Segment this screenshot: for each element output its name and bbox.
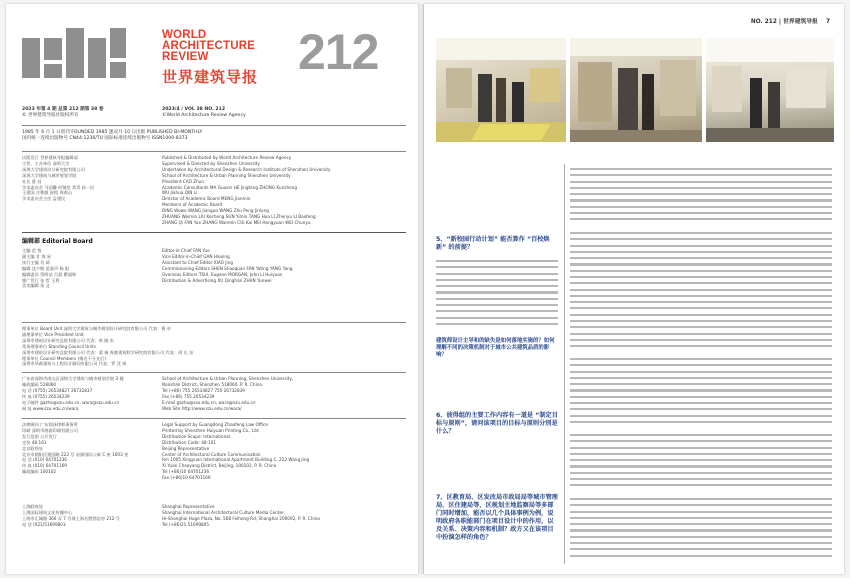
unit-line: 深圳市建筑设计研究总院有限公司 代表：黄 晓 东 xyxy=(22,337,114,343)
issue-en: 2023/4 / VOL 38 NO. 212 xyxy=(162,107,226,112)
pub-en-line: Director of Academic Board MENG Jianmin xyxy=(162,196,251,202)
pub-en-line: President CAO Zhun xyxy=(162,178,205,184)
issue-cn: 2023 年第 4 期 总第 212 期第 38 卷 xyxy=(22,107,104,112)
copyright-cn: © 世界建筑导报社版权所有 xyxy=(22,113,79,119)
editor-cn-line: 编辑 沈少敏 范嘉声 杨 阳 xyxy=(22,265,70,271)
legal-en-block xyxy=(162,422,309,481)
shanghai-en-block xyxy=(162,504,320,528)
contact-cn-line: 电 话 (0755) 26534827 26732837 xyxy=(22,387,93,393)
contact-en-line: Nanshan District, Shenzhen 518060, P. R. China xyxy=(162,381,262,387)
pub-en-line: Academic Consultants MA Guoxin HE Jingtang ZHONG Kunzheng xyxy=(162,184,297,190)
legal-en-line: Center of Architectural Culture Communication xyxy=(162,451,261,457)
publisher-cn-block xyxy=(22,155,94,202)
unit-line: 副理事单位 Vice President Unit xyxy=(22,331,84,337)
contact-en-line: E-mail gazha@szu.edu.cn, wara@szu.edu.cn xyxy=(162,399,256,405)
legal-cn-line: 印刷 深圳市海源印刷有限公司 xyxy=(22,427,78,433)
photo-exhibition-hall xyxy=(436,38,566,142)
divider xyxy=(22,418,406,419)
shanghai-cn-line: 上海联络处 xyxy=(22,504,43,509)
right-page-interview xyxy=(424,4,844,574)
title-line-review: REVIEW xyxy=(162,51,209,63)
contact-en-line: Web Site http://www.szu.edu.cn/wara/ xyxy=(162,405,242,411)
divider xyxy=(22,151,406,152)
issn-line: 国内统一连续出版物号 CN44-1236/TU 国际标准连续出版物号 ISSN1000-8373 xyxy=(22,136,188,142)
right-column-text-5 xyxy=(570,498,832,564)
pub-en-line: DING Wowo WANG Jianguo WANG Zhu Peng Jinlong xyxy=(162,208,269,214)
photo-gallery-space xyxy=(706,38,834,142)
divider xyxy=(22,125,406,126)
editor-en-line: Overseas Editors TSUI, Eugene MORGAN, John LI Huiyuan xyxy=(162,271,283,277)
shanghai-cn-line: 上海市汇城路 366 弄 7 号海上海名墅酒店房 212 号 xyxy=(22,515,120,521)
legal-en-line: Fax (+86)10 64701169 xyxy=(162,475,211,481)
legal-cn-line: 北京市朝阳区建国路 222 号 星源国际公寓 C 座 1003 室 xyxy=(22,451,129,457)
folio-issue: NO. 212 xyxy=(750,19,777,25)
contact-en-line: School of Architecture & Urban Planning, Shenzhen University, xyxy=(162,376,294,381)
question-5b: 建筑师设计主导和的缺失是如何落地实施的？如何理解不同的决策机制对于城市公共建筑品质的影响？ xyxy=(436,338,555,358)
shanghai-cn-block xyxy=(22,504,120,528)
contact-cn-line: 广东省深圳市南山区深圳大学建筑与城市规划学院 3 楼 xyxy=(22,376,124,381)
legal-en-line: Printed by Shenzhen Haiyuan Printing Co., Ltd xyxy=(162,427,259,433)
divider xyxy=(22,322,406,323)
shanghai-en-line: Shanghai Representative xyxy=(162,504,215,509)
editor-en-line: Assistant to Chief Editor XIAO Jing xyxy=(162,259,234,265)
unit-line: 常务理事单位 Standing Council Units xyxy=(22,343,96,349)
unit-line: 理事单位 Board Unit 深圳大学建筑与城市规划设计研究院有限公司 代表：曹 卓 xyxy=(22,326,171,331)
editor-en-line: Commissioning Editors SHEN Shaoquan FAN Yating YANG Yang xyxy=(162,265,293,271)
editor-cn-line: 副主编 甘 海 星 xyxy=(22,253,52,259)
pub-cn-line: 深圳大学建筑设计研究院有限公司 xyxy=(22,166,85,172)
magazine-title-en xyxy=(162,30,255,63)
right-column-text-2 xyxy=(570,232,832,352)
editorial-cn-block xyxy=(22,248,76,289)
divider xyxy=(22,372,406,373)
pub-en-line: Members of Academic Board xyxy=(162,202,223,208)
legal-cn-line: 发行范围 公开发行 xyxy=(22,433,57,439)
legal-cn-line: 定价 48-161 xyxy=(22,439,47,445)
contact-cn-line: 传 真 (0755) 26534239 xyxy=(22,393,70,399)
shanghai-en-line: Shanghai International Architectural Culture Media Center xyxy=(162,509,284,515)
wa-logo-icon xyxy=(22,28,126,78)
legal-cn-line: 电 话 (010) 64701236 xyxy=(22,457,67,463)
editor-cn-line: 执行主编 肖 靖 xyxy=(22,259,50,265)
magazine-title-cn: 世界建筑导报 xyxy=(162,68,259,86)
right-column-text-4 xyxy=(570,434,832,494)
shanghai-en-line: Tel (+86)21 51699805 xyxy=(162,521,209,527)
legal-en-line: Rm 1005 Xingyuan International Apartment Building C, 222 Wang Jing xyxy=(162,457,310,463)
contact-cn-line: 邮政编码 518060 xyxy=(22,381,57,387)
shanghai-cn-line: 上海国际建筑文化传播中心 xyxy=(22,509,73,515)
legal-cn-line: 传 真 (010) 64701169 xyxy=(22,463,67,469)
editor-en-line: Vice Editor-in-Chief GAN Haixing xyxy=(162,253,230,259)
publication-info xyxy=(22,130,202,143)
editor-cn-line: 推广发行 张 哲 王利 xyxy=(22,277,60,283)
legal-en-line: Distribution Code: 48-161 xyxy=(162,439,217,445)
contact-cn-block xyxy=(22,376,124,411)
pub-en-line: WU Jiahua QIN Li xyxy=(162,190,198,196)
question-5: 5、“新校园行动计划” 能否算作 “百校焕新” 的前提？ xyxy=(436,236,550,251)
contact-en-block xyxy=(162,376,293,411)
pub-cn-line: 主管、主办单位 深圳大学 xyxy=(22,160,70,166)
question-6: 6、彼得组的主要工作内容有一道是 “制定目标与原则”，请问该项目的目标与原则分别是什么？ xyxy=(436,412,558,435)
right-column-text-3 xyxy=(570,358,832,428)
unit-line: 理事单位 Council Members (排名不分先后) xyxy=(22,355,106,361)
legal-en-line: Distribution Scope: International xyxy=(162,433,230,439)
legal-en-line: Tel (+86)10 64701236 xyxy=(162,469,209,475)
pub-en-line: ZHUANG Weimin LIU Kecheng SUN Yimin TANG Hua LI Zhenyu LI Baofeng xyxy=(162,214,316,220)
issue-info-cn xyxy=(22,107,104,120)
question-7: 7、区教育局、区发改局市政局局等城市管理局、区住建局等，区规划主地监察局等多部门同时增加，能否以几个具体事例为例，说明政府各职能部门在项目设计中的作用，以及关系、决策内容和机制？政方又在该项目中扮演怎样的角色？ xyxy=(436,494,558,541)
pub-cn-line: 学术委员会主任 孟建民 xyxy=(22,196,66,202)
title-line-architecture: ARCHITECTURE xyxy=(162,40,256,52)
editor-cn-line: 编辑委员 蔡明洁 吕晨 瞿丽婷 xyxy=(22,271,77,277)
pub-cn-line: 出版发行 世界建筑导报编辑部 xyxy=(22,155,78,160)
divider xyxy=(22,232,406,233)
title-line-world: WORLD xyxy=(162,29,207,41)
pub-en-line: Supervised & Directed by Shenzhen University xyxy=(162,160,260,166)
answer-5-text xyxy=(436,260,558,334)
editorial-en-block xyxy=(162,248,293,283)
photo-visitors-corridor xyxy=(570,38,702,142)
folio-magazine: 世界建筑导报 xyxy=(783,19,818,25)
contact-en-line: Fax (+86) 755 26534239 xyxy=(162,393,215,399)
contact-cn-line: 电子邮件 gazha@szu.edu.cn, wara@szu.edu.cn xyxy=(22,399,120,405)
pub-en-line: ZHANG Qi FAN Yue ZHANG Wanmin CUI Kai MEI Hongyuan WEI Chunyu xyxy=(162,219,311,225)
editor-en-line: Editor-in-Chief FAN Yue xyxy=(162,248,210,253)
legal-en-line: Xi Yuan Chaoyang District, Beijing, 100102, P. R. China xyxy=(162,463,277,469)
editor-cn-line: 美术编辑 朱 文 xyxy=(22,283,50,289)
pub-en-line: School of Architecture & Urban Planning Shenzhen University xyxy=(162,172,291,178)
column-divider xyxy=(564,164,565,564)
copyright-en: ©World Architecture Review Agency xyxy=(162,113,246,119)
legal-en-line: Legal Support by Guangdong Zhaofeng Law Office xyxy=(162,422,268,427)
left-page-colophon xyxy=(6,4,418,574)
legal-cn-line: 邮政编码 100102 xyxy=(22,469,57,475)
unit-line: 深圳市建筑设计研究总院有限公司 代表：梁 瑞 香港建筑科学研究院有限公司 代表：周 长 东 xyxy=(22,349,194,355)
pub-en-line: Undertaken by Architectural Design & Research Institute of Shenzhen University xyxy=(162,166,331,172)
shanghai-cn-line: 电 话 (021)51699803 xyxy=(22,521,66,527)
folio-page-number: 7 xyxy=(825,19,830,25)
legal-cn-line: 北京联络处 xyxy=(22,445,43,451)
editor-cn-line: 主编 范 悦 xyxy=(22,248,42,253)
legal-cn-block xyxy=(22,422,128,475)
founded-line: 1985 年 6 月 1 日创刊 FOUNDED 1985 逢双月 10 日出版 PUBLISHED BI-MONTHLY xyxy=(22,130,203,135)
pub-cn-line: 深圳大学建筑与城市规划学院 xyxy=(22,172,77,178)
pub-cn-line: 王建国 庄惟敏 崔愷 周春山 xyxy=(22,190,73,196)
pub-cn-line: 学术委员会 马国馨 何镜堂 常青 孙一民 xyxy=(22,184,95,190)
editorial-board-heading: 编辑部 Editorial Board xyxy=(22,238,93,245)
legal-en-line: Beijing Representative xyxy=(162,445,210,451)
council-units-block xyxy=(22,326,193,367)
issue-info-en xyxy=(162,107,246,120)
pub-en-line: Published & Distributed by World Architecture Review Agency xyxy=(162,155,292,160)
right-column-text-1 xyxy=(570,168,832,226)
unit-line: 深圳市华森建筑与工程设计顾问有限公司 代表：罗 沈 威 xyxy=(22,361,127,367)
contact-cn-line: 网 址 www.szu.edu.cn/wara xyxy=(22,405,79,411)
pub-cn-line: 社长 曹 昌 xyxy=(22,178,42,184)
page-folio: NO. 212 | 世界建筑导报 7 xyxy=(750,19,830,25)
editor-en-line: Distribution & Advertising XU Qinghan ZHAN Yunwei xyxy=(162,277,272,283)
publisher-en-block xyxy=(162,155,331,226)
legal-cn-line: 法律顾问 广东润泽律师事务所 xyxy=(22,422,78,427)
shanghai-en-line: Hi-Shanghai Huge Plaza, No. 568 Feihong Rd, Shanghai 200092, P. R. China xyxy=(162,515,320,521)
contact-en-line: Tel (+86) 755 26534827 755 26732839 xyxy=(162,387,245,393)
issue-number: 212 xyxy=(298,24,379,80)
